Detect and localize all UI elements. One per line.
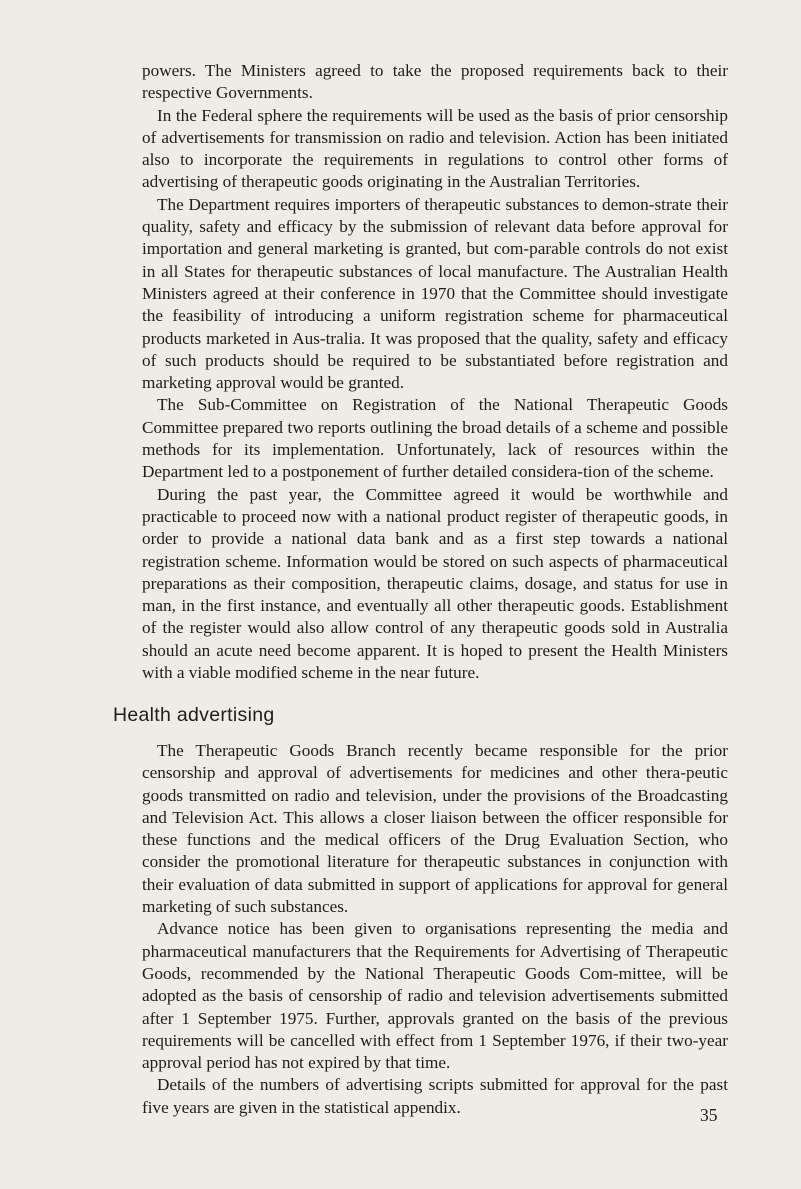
section-heading: Health advertising: [113, 704, 275, 726]
paragraph: During the past year, the Committee agreed it would be worthwhile and practicable to proceed now with a national product register of therapeutic goods, in order to provide a national data bank and as a first step towards a national registration scheme. Information would be stored on such aspects of pharmaceutical preparations as their composition, therapeutic claims, dosage, and status for use in man, in the first instance, and eventually all other therapeutic goods. Establishment of the register would also allow control of any therapeutic goods sold in Australia should an acute need become apparent. It is hoped to present the Health Ministers with a viable modified scheme in the near future.: [142, 484, 728, 683]
paragraph: The Department requires importers of therapeutic substances to demon-strate their quality, safety and efficacy by the submission of relevant data before approval for importation and general marketing is granted, but com-parable controls do not exist in all States for therapeutic substances of local manufacture. The Australian Health Ministers agreed at their conference in 1970 that the Committee should investigate the feasibility of introducing a uniform registration scheme for pharmaceutical products marketed in Aus-tralia. It was proposed that the quality, safety and efficacy of such products should be required to be substantiated before registration and marketing approval would be granted.: [142, 194, 728, 393]
paragraph: The Therapeutic Goods Branch recently became responsible for the prior censorship and approval of advertisements for medicines and other thera-peutic goods transmitted on radio and television, under the provisions of the Broadcasting and Television Act. This allows a closer liaison between the officer responsible for these functions and the medical officers of the Drug Evaluation Section, who consider the promotional literature for therapeutic substances in conjunction with their evaluation of data submitted in support of applications for approval for general marketing of such substances.: [142, 741, 728, 917]
paragraph: Advance notice has been given to organisations representing the media and pharmaceutical manufacturers that the Requirements for Advertising of Therapeutic Goods, recommended by the National Therapeutic Goods Com-mittee, will be adopted as the basis of censorship of radio and television advertisements submitted after 1 September 1975. Further, approvals granted on the basis of the previous requirements will be cancelled with effect from 1 September 1976, if their two-year approval period has not expired by that time.: [142, 919, 728, 1073]
page-number: 35: [700, 1105, 718, 1125]
paragraph: powers. The Ministers agreed to take the proposed requirements back to their respective Governments.: [142, 61, 728, 103]
paragraph: Details of the numbers of advertising scripts submitted for approval for the past five years are given in the statistical appendix.: [142, 1075, 728, 1117]
paragraph: The Sub-Committee on Registration of the National Therapeutic Goods Committee prepared two reports outlining the broad details of a scheme and possible methods for its implementation. Unfortunately, lack of resources within the Department led to a postponement of further detailed considera-tion of the scheme.: [142, 395, 728, 482]
body-text-section-1: [142, 60, 728, 684]
paragraph: In the Federal sphere the requirements will be used as the basis of prior censorship of advertisements for transmission on radio and television. Action has been initiated also to incorporate the requirements in regulations to control other forms of advertising of therapeutic goods originating in the Australian Territories.: [142, 105, 728, 192]
body-text-section-2: [142, 740, 728, 1119]
